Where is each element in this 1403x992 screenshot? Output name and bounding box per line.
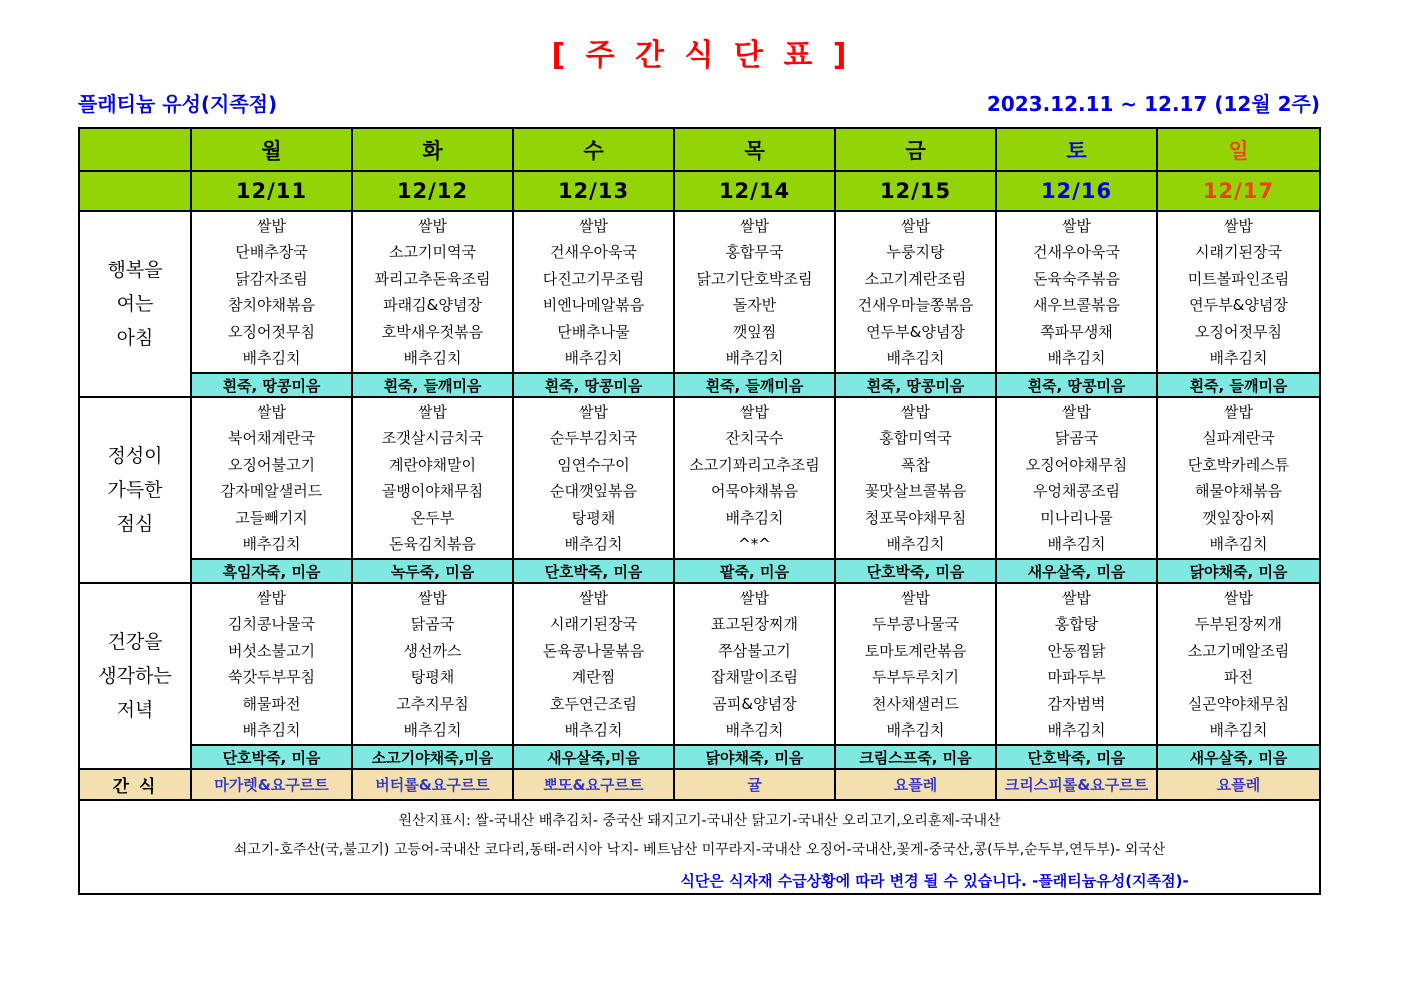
menu-item: 시래기된장국 bbox=[1195, 243, 1282, 261]
menu-item: 깻잎찜 bbox=[732, 322, 777, 341]
menu-item: 배추김치 bbox=[886, 349, 945, 367]
menu-item: 다진고기무조림 bbox=[542, 269, 645, 288]
corner-cell bbox=[79, 171, 191, 211]
meal-label-line: 점심 bbox=[116, 513, 154, 535]
menu-cell-0-4 bbox=[835, 211, 996, 373]
menu-item: 꽈리고추돈육조림 bbox=[374, 269, 491, 288]
menu-cell-0-6 bbox=[1157, 211, 1320, 373]
menu-item: 임연수구이 bbox=[557, 455, 630, 474]
menu-item: 조갯살시금치국 bbox=[381, 429, 484, 447]
menu-item: 북어채계란국 bbox=[228, 429, 315, 447]
date-cell-12/15: 12/15 bbox=[835, 171, 996, 211]
menu-item: 김치콩나물국 bbox=[228, 615, 315, 633]
meal-label-line: 건강을 bbox=[107, 631, 163, 653]
menu-item: 생선까스 bbox=[403, 641, 462, 660]
menu-item: 건새우마늘쫑볶음 bbox=[857, 296, 974, 314]
menu-item: 쌀밥 bbox=[901, 216, 930, 235]
menu-item: 배추김치 bbox=[242, 535, 301, 553]
menu-item: 새우브콜볶음 bbox=[1033, 296, 1120, 314]
menu-item: 꽃맛살브콜볶음 bbox=[864, 482, 967, 500]
menu-item: 소고기꽈리고추조림 bbox=[689, 455, 820, 474]
menu-item: 돈육숙주볶음 bbox=[1033, 269, 1120, 288]
menu-item: 쌀밥 bbox=[1224, 216, 1253, 235]
date-cell-12/14: 12/14 bbox=[674, 171, 835, 211]
menu-item: 고들빼기지 bbox=[235, 508, 308, 527]
menu-cell-0-1 bbox=[352, 211, 513, 373]
menu-item: 탕평채 bbox=[410, 668, 455, 686]
menu-item: 쌀밥 bbox=[1224, 588, 1253, 607]
menu-item: ^*^ bbox=[738, 535, 771, 553]
snack-cell-3: 귤 bbox=[674, 769, 835, 800]
meal-label-line: 정성이 bbox=[107, 445, 163, 467]
menu-item: 건새우아욱국 bbox=[550, 243, 637, 261]
menu-item: 참치야채볶음 bbox=[228, 296, 315, 314]
menu-item: 시래기된장국 bbox=[550, 615, 637, 633]
porridge-row-1 bbox=[79, 559, 1320, 583]
menu-item: 곰피&양념장 bbox=[712, 694, 797, 713]
menu-item: 쌀밥 bbox=[579, 402, 608, 421]
meal-label-line: 아침 bbox=[116, 327, 154, 349]
menu-item: 쌀밥 bbox=[740, 402, 769, 421]
menu-cell-2-5 bbox=[996, 583, 1157, 745]
menu-item: 홍합무국 bbox=[725, 243, 784, 261]
menu-item: 순두부김치국 bbox=[550, 429, 637, 447]
menu-item: 배추김치 bbox=[1047, 535, 1106, 553]
snack-cell-0: 마가렛&요구르트 bbox=[191, 769, 352, 800]
menu-item: 두부두루치기 bbox=[872, 668, 959, 686]
menu-item: 소고기미역국 bbox=[389, 243, 476, 261]
menu-item: 쌀밥 bbox=[1062, 216, 1091, 235]
menu-cell-2-4 bbox=[835, 583, 996, 745]
menu-cell-0-3 bbox=[674, 211, 835, 373]
menu-item: 오징어야채무침 bbox=[1025, 455, 1128, 474]
menu-item: 쌀밥 bbox=[418, 402, 447, 421]
porridge-cell-0-1: 흰죽, 들깨미음 bbox=[352, 373, 513, 397]
meal-menu-row-2 bbox=[79, 583, 1320, 745]
menu-item: 돌자반 bbox=[732, 296, 777, 314]
menu-item: 표고된장찌개 bbox=[711, 615, 798, 633]
snack-cell-2: 뽀또&요구르트 bbox=[513, 769, 674, 800]
snack-cell-6: 요플레 bbox=[1157, 769, 1320, 800]
menu-cell-2-6 bbox=[1157, 583, 1320, 745]
meal-label-line: 여는 bbox=[116, 293, 154, 315]
menu-item: 단배추나물 bbox=[557, 322, 630, 341]
menu-item: 안동찜닭 bbox=[1047, 641, 1106, 660]
menu-item: 파래김&양념장 bbox=[383, 296, 482, 314]
snack-cell-5: 크리스피롤&요구르트 bbox=[996, 769, 1157, 800]
menu-item: 호두연근조림 bbox=[550, 694, 637, 713]
menu-item: 쌀밥 bbox=[901, 588, 930, 607]
menu-cell-1-6 bbox=[1157, 397, 1320, 559]
menu-item: 닭곰국 bbox=[1054, 429, 1099, 447]
porridge-cell-2-3: 닭야채죽, 미음 bbox=[674, 745, 835, 769]
menu-item: 쌀밥 bbox=[579, 216, 608, 235]
day-header-cell-목: 목 bbox=[674, 128, 835, 171]
meal-label-0 bbox=[79, 211, 191, 397]
menu-item: 배추김치 bbox=[564, 721, 623, 739]
menu-item: 폭찹 bbox=[901, 455, 930, 474]
menu-item: 닭곰국 bbox=[410, 615, 455, 633]
menu-cell-0-0 bbox=[191, 211, 352, 373]
menu-cell-1-0 bbox=[191, 397, 352, 559]
porridge-cell-1-1: 녹두죽, 미음 bbox=[352, 559, 513, 583]
subheader bbox=[78, 88, 1320, 117]
menu-item: 미트볼파인조림 bbox=[1187, 269, 1290, 288]
menu-item: 쌀밥 bbox=[257, 216, 286, 235]
menu-item: 감자범벅 bbox=[1047, 694, 1106, 713]
menu-item: 쌀밥 bbox=[1062, 588, 1091, 607]
menu-item: 배추김치 bbox=[1209, 535, 1268, 553]
meal-label-line: 저녁 bbox=[116, 699, 154, 721]
meal-label-line: 생각하는 bbox=[98, 665, 172, 687]
menu-item: 미나리나물 bbox=[1040, 508, 1113, 527]
origin-info-cell bbox=[79, 800, 1320, 894]
porridge-cell-0-6: 흰죽, 들깨미음 bbox=[1157, 373, 1320, 397]
meal-label-line: 가득한 bbox=[107, 479, 163, 501]
menu-item: 고추지무침 bbox=[396, 694, 469, 713]
porridge-row-2 bbox=[79, 745, 1320, 769]
day-header-cell-화: 화 bbox=[352, 128, 513, 171]
origin-line-2: 쇠고기-호주산(국,불고기) 고등어-국내산 코다리,동태-러시아 낙지- 베트남산 미꾸라지-국내산 오징어-국내산,꽃게-중국산,콩(두부,순두부,연두부)- 외국산 bbox=[233, 841, 1166, 858]
day-header-cell-월: 월 bbox=[191, 128, 352, 171]
day-header-cell-일: 일 bbox=[1157, 128, 1320, 171]
date-cell-12/12: 12/12 bbox=[352, 171, 513, 211]
notice-line: 식단은 식자재 수급상황에 따라 변경 될 수 있습니다. -플래티늄유성(지족점)- bbox=[680, 871, 1189, 890]
menu-item: 청포묵야채무침 bbox=[864, 508, 967, 527]
porridge-cell-1-2: 단호박죽, 미음 bbox=[513, 559, 674, 583]
menu-item: 단배추장국 bbox=[235, 243, 308, 261]
menu-item: 배추김치 bbox=[403, 721, 462, 739]
meal-label-2 bbox=[79, 583, 191, 769]
menu-item: 소고기메알조림 bbox=[1187, 641, 1290, 660]
menu-item: 실곤약야채무침 bbox=[1187, 694, 1290, 713]
menu-cell-1-1 bbox=[352, 397, 513, 559]
meal-menu-row-0 bbox=[79, 211, 1320, 373]
corner-cell bbox=[79, 128, 191, 171]
snack-cell-4: 요플레 bbox=[835, 769, 996, 800]
menu-item: 배추김치 bbox=[242, 349, 301, 367]
meal-label-line: 행복을 bbox=[107, 259, 163, 281]
page-title: [ 주 간 식 단 표 ] bbox=[551, 38, 852, 73]
menu-item: 배추김치 bbox=[886, 721, 945, 739]
menu-item: 쌀밥 bbox=[579, 588, 608, 607]
day-header-cell-금: 금 bbox=[835, 128, 996, 171]
day-header-cell-수: 수 bbox=[513, 128, 674, 171]
menu-item: 단호박카레스튜 bbox=[1187, 455, 1290, 474]
menu-item: 쪽파무생채 bbox=[1040, 322, 1113, 341]
date-cell-12/16: 12/16 bbox=[996, 171, 1157, 211]
menu-item: 감자메알샐러드 bbox=[220, 482, 323, 500]
menu-item: 연두부&양념장 bbox=[866, 322, 965, 341]
menu-item: 닭감자조림 bbox=[235, 269, 308, 288]
porridge-cell-0-5: 흰죽, 땅콩미음 bbox=[996, 373, 1157, 397]
menu-item: 쌀밥 bbox=[740, 588, 769, 607]
menu-item: 어묵야채볶음 bbox=[711, 482, 798, 500]
menu-item: 호박새우젓볶음 bbox=[381, 322, 484, 341]
menu-item: 닭고기단호박조림 bbox=[696, 269, 813, 288]
porridge-cell-2-4: 크림스프죽, 미음 bbox=[835, 745, 996, 769]
footer-row bbox=[79, 800, 1320, 894]
period-label: 2023.12.11 ~ 12.17 (12월 2주) bbox=[986, 92, 1320, 116]
menu-item: 잡채말이조림 bbox=[711, 668, 798, 686]
snack-cell-1: 버터롤&요구르트 bbox=[352, 769, 513, 800]
menu-item: 토마토계란볶음 bbox=[864, 641, 967, 660]
menu-item: 배추김치 bbox=[1047, 721, 1106, 739]
menu-item: 배추김치 bbox=[725, 721, 784, 739]
menu-cell-2-3 bbox=[674, 583, 835, 745]
menu-item: 천사채샐러드 bbox=[872, 694, 959, 713]
menu-cell-0-2 bbox=[513, 211, 674, 373]
menu-item: 계란야채말이 bbox=[389, 455, 476, 474]
menu-cell-1-3 bbox=[674, 397, 835, 559]
menu-item: 쌀밥 bbox=[257, 588, 286, 607]
porridge-cell-0-3: 흰죽, 들깨미음 bbox=[674, 373, 835, 397]
meal-plan-table bbox=[78, 127, 1321, 895]
menu-item: 배추김치 bbox=[886, 535, 945, 553]
menu-item: 쌀밥 bbox=[740, 216, 769, 235]
menu-item: 온두부 bbox=[410, 508, 455, 527]
menu-cell-2-0 bbox=[191, 583, 352, 745]
menu-item: 마파두부 bbox=[1047, 668, 1106, 686]
menu-cell-1-4 bbox=[835, 397, 996, 559]
menu-cell-2-2 bbox=[513, 583, 674, 745]
menu-item: 우엉채콩조림 bbox=[1033, 482, 1120, 500]
menu-item: 배추김치 bbox=[725, 508, 784, 527]
menu-item: 오징어불고기 bbox=[228, 455, 315, 474]
porridge-cell-2-2: 새우살죽,미음 bbox=[513, 745, 674, 769]
porridge-cell-1-6: 닭야채죽, 미음 bbox=[1157, 559, 1320, 583]
menu-cell-2-1 bbox=[352, 583, 513, 745]
menu-item: 배추김치 bbox=[725, 349, 784, 367]
menu-item: 잔치국수 bbox=[725, 429, 784, 447]
porridge-cell-0-4: 흰죽, 땅콩미음 bbox=[835, 373, 996, 397]
porridge-cell-2-6: 새우살죽, 미음 bbox=[1157, 745, 1320, 769]
day-header-row bbox=[79, 128, 1320, 171]
menu-item: 계란찜 bbox=[571, 668, 616, 686]
menu-item: 건새우아욱국 bbox=[1033, 243, 1120, 261]
menu-item: 쭈삼불고기 bbox=[718, 641, 791, 660]
porridge-cell-1-0: 흑임자죽, 미음 bbox=[191, 559, 352, 583]
porridge-cell-2-1: 소고기야채죽,미음 bbox=[352, 745, 513, 769]
menu-cell-0-5 bbox=[996, 211, 1157, 373]
porridge-cell-1-5: 새우살죽, 미음 bbox=[996, 559, 1157, 583]
porridge-cell-2-5: 단호박죽, 미음 bbox=[996, 745, 1157, 769]
menu-item: 해물야채볶음 bbox=[1195, 482, 1282, 500]
menu-item: 쌀밥 bbox=[418, 216, 447, 235]
menu-item: 돈육콩나물볶음 bbox=[542, 641, 645, 660]
menu-item: 오징어젓무침 bbox=[1195, 322, 1282, 341]
menu-item: 실파계란국 bbox=[1202, 429, 1275, 447]
menu-item: 배추김치 bbox=[1047, 349, 1106, 367]
menu-item: 골뱅이야채무침 bbox=[381, 482, 484, 500]
porridge-row-0 bbox=[79, 373, 1320, 397]
menu-item: 쌀밥 bbox=[1062, 402, 1091, 421]
porridge-cell-2-0: 단호박죽, 미음 bbox=[191, 745, 352, 769]
menu-cell-1-5 bbox=[996, 397, 1157, 559]
menu-item: 배추김치 bbox=[564, 535, 623, 553]
menu-item: 쑥갓두부무침 bbox=[228, 668, 315, 686]
store-name: 플래티늄 유성(지족점) bbox=[78, 92, 278, 116]
menu-item: 배추김치 bbox=[1209, 349, 1268, 367]
menu-item: 오징어젓무침 bbox=[228, 322, 315, 341]
menu-item: 두부된장찌개 bbox=[1195, 615, 1282, 633]
menu-item: 누룽지탕 bbox=[886, 243, 945, 261]
menu-item: 쌀밥 bbox=[1224, 402, 1253, 421]
porridge-cell-0-2: 흰죽, 땅콩미음 bbox=[513, 373, 674, 397]
meal-menu-row-1 bbox=[79, 397, 1320, 559]
date-cell-12/13: 12/13 bbox=[513, 171, 674, 211]
menu-item: 배추김치 bbox=[403, 349, 462, 367]
menu-item: 쌀밥 bbox=[257, 402, 286, 421]
date-row bbox=[79, 171, 1320, 211]
menu-item: 깻잎장아찌 bbox=[1202, 508, 1275, 527]
menu-item: 연두부&양념장 bbox=[1189, 296, 1288, 314]
porridge-cell-1-4: 단호박죽, 미음 bbox=[835, 559, 996, 583]
origin-line-1: 원산지표시: 쌀-국내산 배추김치- 중국산 돼지고기-국내산 닭고기-국내산 오리고기,오리훈제-국내산 bbox=[398, 812, 1001, 829]
menu-item: 탕평채 bbox=[571, 508, 616, 527]
menu-item: 순대깻잎볶음 bbox=[550, 482, 637, 500]
date-cell-12/17: 12/17 bbox=[1157, 171, 1320, 211]
menu-item: 돈육김치볶음 bbox=[389, 535, 476, 553]
menu-item: 파전 bbox=[1224, 668, 1253, 686]
menu-item: 배추김치 bbox=[1209, 721, 1268, 739]
date-cell-12/11: 12/11 bbox=[191, 171, 352, 211]
porridge-cell-1-3: 팥죽, 미음 bbox=[674, 559, 835, 583]
menu-item: 배추김치 bbox=[242, 721, 301, 739]
menu-item: 홍합미역국 bbox=[879, 429, 952, 447]
menu-item: 배추김치 bbox=[564, 349, 623, 367]
menu-cell-1-2 bbox=[513, 397, 674, 559]
menu-item: 두부콩나물국 bbox=[872, 615, 959, 633]
menu-item: 소고기계란조림 bbox=[864, 269, 967, 288]
day-header-cell-토: 토 bbox=[996, 128, 1157, 171]
menu-item: 버섯소불고기 bbox=[228, 641, 315, 660]
menu-item: 비엔나메알볶음 bbox=[542, 296, 645, 314]
snack-row bbox=[79, 769, 1320, 800]
porridge-cell-0-0: 흰죽, 땅콩미음 bbox=[191, 373, 352, 397]
menu-item: 홍합탕 bbox=[1054, 615, 1099, 633]
meal-label-1 bbox=[79, 397, 191, 583]
snack-label: 간 식 bbox=[79, 769, 191, 800]
menu-item: 쌀밥 bbox=[418, 588, 447, 607]
menu-item: 해물파전 bbox=[242, 694, 301, 713]
menu-item: 쌀밥 bbox=[901, 402, 930, 421]
